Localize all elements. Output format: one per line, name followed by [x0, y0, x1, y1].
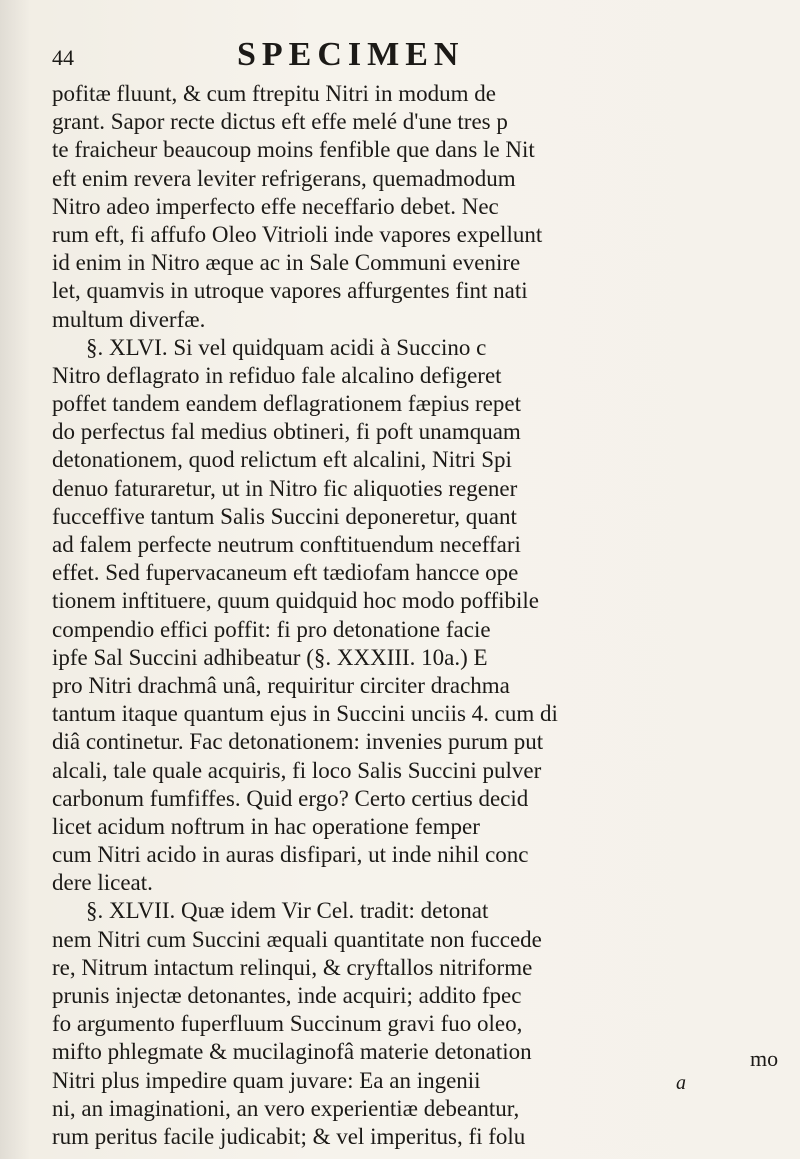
text-line: licet acidum noftrum in hac operatione femper	[52, 813, 480, 839]
text-line: cum Nitri acido in auras disfipari, ut inde nihil conc	[52, 842, 529, 868]
text-line: ni, an imaginationi, an vero experientiæ debeantur,	[52, 1095, 520, 1121]
text-line: grant. Sapor recte dictus eft effe melé d'une tres p	[52, 109, 508, 135]
gutter-shadow	[0, 0, 30, 1159]
text-line: do perfectus fal medius obtineri, fi poft unamquam	[52, 419, 521, 445]
text-line: poffet tandem eandem deflagrationem fæpius repet	[52, 391, 521, 417]
text-line: alcali, tale quale acquiris, fi loco Salis Succini pulver	[52, 757, 542, 783]
text-line: ipfe Sal Succini adhibeatur (§. XXXIII. 10a.) E	[52, 644, 488, 670]
text-line: detonationem, quod relictum eft alcalini, Nitri Spi	[52, 447, 512, 473]
text-line: id enim in Nitro æque ac in Sale Communi evenire	[52, 250, 521, 276]
page-header	[52, 36, 780, 72]
text-line: let, quamvis in utroque vapores affurgentes fint nati	[52, 278, 528, 304]
signature-mark: a	[676, 1072, 686, 1094]
text-line: carbonum fumfiffes. Quid ergo? Certo certius decid	[52, 785, 529, 811]
running-title: SPECIMEN	[237, 36, 465, 73]
text-line: Nitri plus impedire quam juvare: Ea an ingenii	[52, 1067, 481, 1093]
text-line: multum diverfæ.	[52, 306, 206, 332]
text-line: fo argumento fuperfluum Succinum gravi fuo oleo,	[52, 1011, 523, 1037]
text-line: mifto phlegmate & mucilaginofâ materie detonation	[52, 1039, 532, 1065]
text-line: §. XLVI. Si vel quidquam acidi à Succino c	[86, 334, 487, 360]
page-number: 44	[52, 45, 74, 70]
text-line: tionem inftituere, quum quidquid hoc modo poffibile	[52, 588, 539, 614]
text-line: prunis injectæ detonantes, inde acquiri; addito fpec	[52, 983, 522, 1008]
text-line: Nitro adeo imperfecto effe neceffario debet. Nec	[52, 193, 499, 219]
text-line: rum eft, fi affufo Oleo Vitrioli inde vapores expellunt	[52, 221, 543, 247]
text-line: dere liceat.	[52, 870, 153, 896]
text-line: te fraicheur beaucoup moins fenfible que dans le Nit	[52, 137, 535, 163]
text-line: §. XLVII. Quæ idem Vir Cel. tradit: detonat	[86, 898, 489, 924]
text-line: rum peritus facile judicabit; & vel imperitus, fi folu	[52, 1123, 526, 1149]
text-line: denuo faturaretur, ut in Nitro fic aliquoties regener	[52, 475, 518, 501]
text-line: pro Nitri drachmâ unâ, requiritur circiter drachma	[52, 672, 510, 698]
text-line: tantum itaque quantum ejus in Succini unciis 4. cum di	[52, 701, 558, 727]
text-line: compendio effici poffit: fi pro detonatione facie	[52, 616, 491, 642]
text-line: Nitro deflagrato in refiduo fale alcalino defigeret	[52, 362, 502, 388]
text-line: eft enim revera leviter refrigerans, quemadmodum	[52, 165, 516, 191]
text-line: effet. Sed fupervacaneum eft tædiofam hancce ope	[52, 560, 519, 586]
text-line: nem Nitri cum Succini æquali quantitate non fuccede	[52, 926, 542, 952]
text-line: diâ continetur. Fac detonationem: invenies purum put	[52, 729, 544, 755]
text-line: ad falem perfecte neutrum conftituendum neceffari	[52, 532, 521, 557]
text-line: fucceffive tantum Salis Succini deponeretur, quant	[52, 503, 517, 529]
text-line: re, Nitrum intactum relinqui, & cryftallos nitriforme	[52, 954, 533, 980]
text-line: pofitæ fluunt, & cum ftrepitu Nitri in modum de	[52, 81, 496, 106]
body-text	[52, 80, 800, 1151]
catchword: mo	[750, 1046, 779, 1071]
